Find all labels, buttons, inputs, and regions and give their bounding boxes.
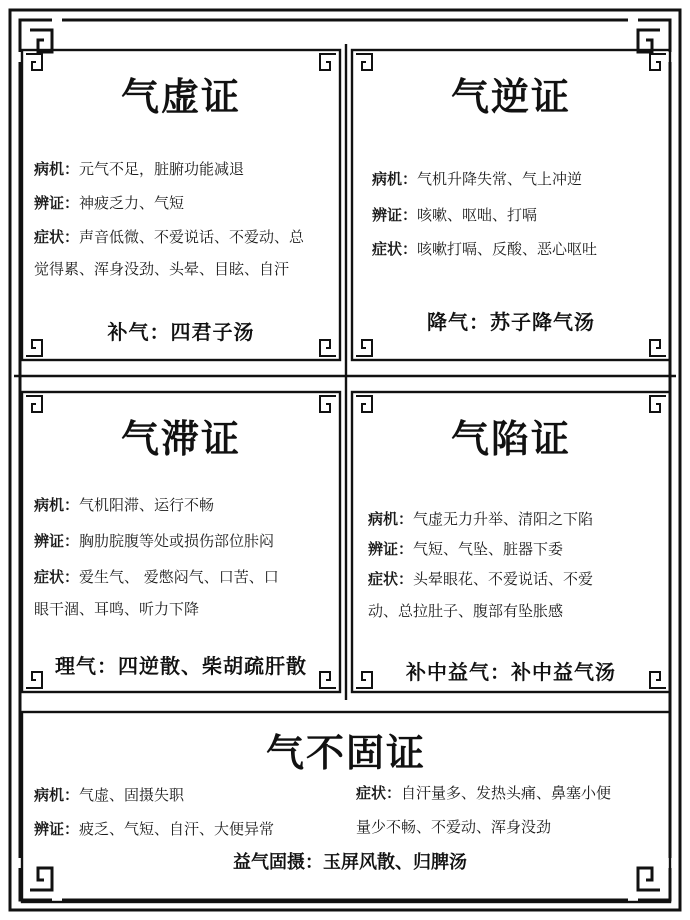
colon: ： (64, 228, 80, 246)
panel-title: 气不固证 (265, 731, 426, 775)
differentiation-label: 辨证 (34, 532, 65, 550)
panel-qi-xian (352, 392, 670, 692)
panel-title: 气逆证 (450, 75, 571, 119)
pathogenesis-value: 气虚、固摄失职 (79, 786, 185, 804)
symptoms-continuation: 动、总拉肚子、腹部有坠胀感 (368, 602, 564, 620)
symptoms-row (34, 562, 279, 592)
differentiation-value: 神疲乏力、气短 (79, 194, 185, 212)
colon: ： (398, 510, 414, 528)
panel-qi-xu (22, 50, 340, 360)
panel-qi-ni (352, 50, 670, 360)
symptoms-value: 头晕眼花、不爱说话、不爱 (413, 570, 594, 588)
differentiation-label: 辨证 (34, 820, 65, 838)
differentiation-value: 疲乏、气短、自汗、大便异常 (79, 820, 275, 838)
pathogenesis-value: 气机阳滞、运行不畅 (79, 496, 215, 514)
colon: ： (402, 170, 418, 188)
symptoms-label: 症状 (34, 568, 65, 586)
pathogenesis-label: 病机 (372, 170, 403, 188)
symptoms-row (356, 778, 611, 808)
symptoms-label: 症状 (368, 570, 399, 588)
colon: ： (386, 784, 402, 802)
symptoms-value: 爱生气、 爱憋闷气、口苦、口 (79, 568, 279, 586)
formula-text: 降气：苏子降气汤 (427, 310, 595, 334)
symptoms-value: 声音低微、不爱说话、不爱动、总 (79, 228, 305, 246)
pathogenesis-row (368, 504, 593, 534)
panel-title: 气滞证 (120, 417, 241, 461)
differentiation-row (34, 526, 274, 556)
pathogenesis-row (34, 154, 244, 184)
colon: ： (402, 240, 418, 258)
panel-title: 气陷证 (450, 417, 571, 461)
symptoms-row (34, 222, 304, 252)
symptoms-continuation: 觉得累、浑身没劲、头晕、目眩、自汗 (34, 260, 290, 278)
pathogenesis-label: 病机 (34, 496, 65, 514)
colon: ： (64, 160, 80, 178)
differentiation-row (34, 188, 184, 218)
symptoms-row (368, 564, 593, 594)
panel-title: 气虚证 (120, 75, 241, 119)
panel-qi-zhi (22, 392, 340, 692)
colon: ： (402, 206, 418, 224)
symptoms-row (372, 234, 597, 264)
pathogenesis-row (34, 490, 214, 520)
pathogenesis-row (372, 164, 582, 194)
differentiation-label: 辨证 (368, 540, 399, 558)
colon: ： (64, 194, 80, 212)
symptoms-continuation: 眼干涸、耳鸣、听力下降 (34, 600, 200, 618)
formula-text: 补气：四君子汤 (107, 320, 255, 344)
colon: ： (64, 532, 80, 550)
differentiation-value: 气短、气坠、脏器下委 (413, 540, 564, 558)
differentiation-value: 咳嗽、呕咄、打嗝 (417, 206, 538, 224)
pathogenesis-label: 病机 (34, 786, 65, 804)
pathogenesis-label: 病机 (34, 160, 65, 178)
pathogenesis-label: 病机 (368, 510, 399, 528)
differentiation-label: 辨证 (34, 194, 65, 212)
pathogenesis-value: 元气不足，脏腑功能减退 (79, 160, 245, 178)
pathogenesis-value: 气机升降失常、气上冲逆 (417, 170, 583, 188)
colon: ： (398, 570, 414, 588)
pathogenesis-row (34, 780, 184, 810)
formula-text: 补中益气：补中益气汤 (406, 660, 616, 684)
differentiation-value: 胸肋脘腹等处或损伤部位胩闷 (79, 532, 275, 550)
colon: ： (64, 568, 80, 586)
symptoms-label: 症状 (356, 784, 387, 802)
formula-text: 理气：四逆散、柴胡疏肝散 (55, 654, 307, 678)
formula-text-bottom: 益气固摄：玉屏风散、归脾汤 (195, 848, 505, 874)
differentiation-label: 辨证 (372, 206, 403, 224)
colon: ： (398, 540, 414, 558)
colon: ： (64, 496, 80, 514)
differentiation-row (372, 200, 537, 230)
symptoms-label: 症状 (372, 240, 403, 258)
differentiation-row (368, 534, 563, 564)
colon: ： (64, 786, 80, 804)
colon: ： (64, 820, 80, 838)
pathogenesis-value: 气虚无力升举、清阳之下陷 (413, 510, 594, 528)
symptoms-value: 自汗量多、发热头痛、鼻塞小便 (401, 784, 612, 802)
symptoms-value: 咳嗽打嗝、反酸、恶心呕吐 (417, 240, 598, 258)
symptoms-continuation: 量少不畅、不爱动、浑身没劲 (356, 818, 552, 836)
differentiation-row (34, 814, 274, 844)
symptoms-label: 症状 (34, 228, 65, 246)
